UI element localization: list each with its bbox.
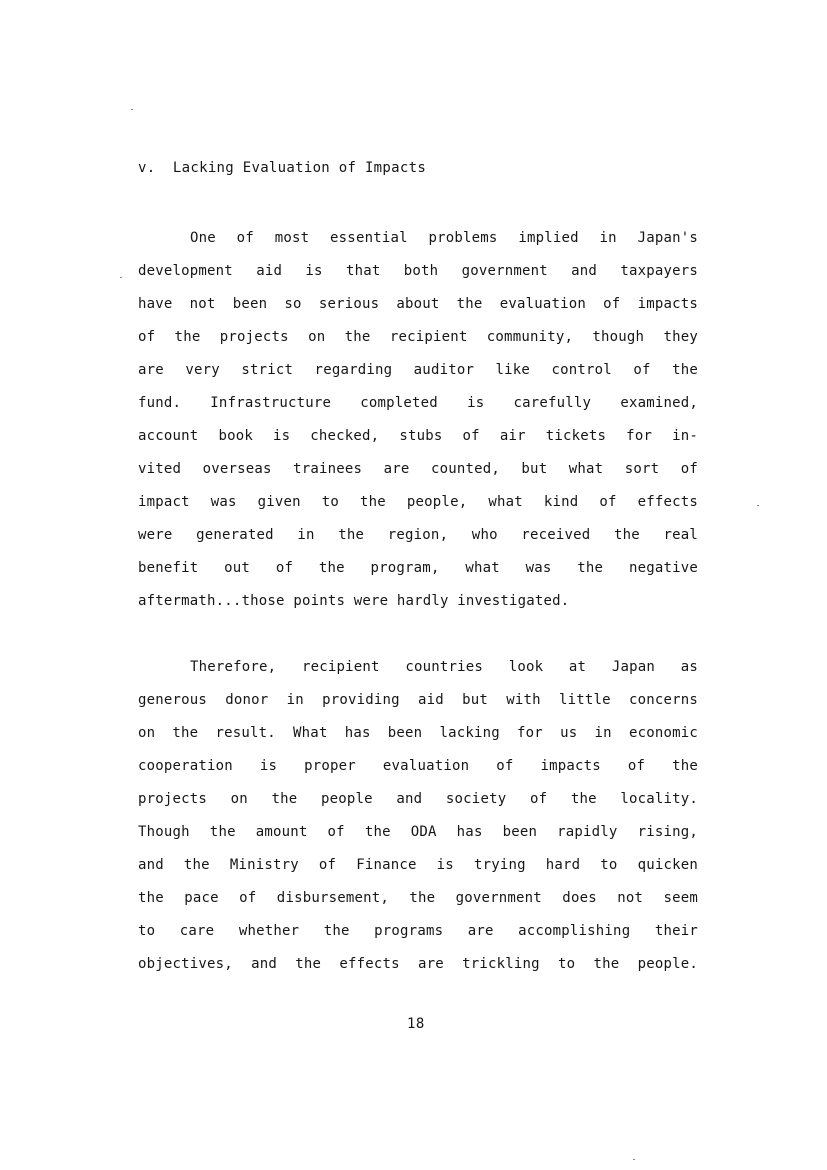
paragraph-evaluation-problems — [138, 227, 698, 623]
text-line: have not been so serious about the evaluation of impacts — [138, 296, 698, 312]
text-line: vited overseas trainees are counted, but what sort of — [138, 461, 698, 477]
text-line: cooperation is proper evaluation of impacts of the — [138, 758, 698, 774]
text-line: benefit out of the program, what was the negative — [138, 560, 698, 576]
text-line: Therefore, recipient countries look at Japan as — [190, 659, 698, 675]
text-line: Though the amount of the ODA has been rapidly rising, — [138, 824, 698, 840]
text-line: aftermath...those points were hardly investigated. — [138, 593, 570, 609]
text-line: the pace of disbursement, the government does not seem — [138, 890, 698, 906]
text-line: fund. Infrastructure completed is carefully examined, — [138, 395, 698, 411]
page-number: 18 — [407, 1016, 425, 1032]
text-line: are very strict regarding auditor like control of the — [138, 362, 698, 378]
text-line: One of most essential problems implied in Japan's — [190, 230, 698, 246]
text-line: and the Ministry of Finance is trying hard to quicken — [138, 857, 698, 873]
text-line: impact was given to the people, what kind of effects — [138, 494, 698, 510]
scan-speck — [120, 277, 122, 278]
scan-speck — [131, 109, 133, 110]
text-line: objectives, and the effects are trickling to the people. — [138, 956, 698, 972]
text-line: of the projects on the recipient community, though they — [138, 329, 698, 345]
text-line: generous donor in providing aid but with little concerns — [138, 692, 698, 708]
text-line: projects on the people and society of the locality. — [138, 791, 698, 807]
text-line: development aid is that both government and taxpayers — [138, 263, 698, 279]
text-line: account book is checked, stubs of air tickets for in- — [138, 428, 698, 444]
text-line: on the result. What has been lacking for us in economic — [138, 725, 698, 741]
text-line: to care whether the programs are accomplishing their — [138, 923, 698, 939]
section-heading: v. Lacking Evaluation of Impacts — [138, 160, 427, 176]
scan-speck — [633, 1159, 635, 1160]
text-line: were generated in the region, who received the real — [138, 527, 698, 543]
scan-speck — [757, 505, 759, 506]
paragraph-recipient-countries — [138, 656, 698, 986]
